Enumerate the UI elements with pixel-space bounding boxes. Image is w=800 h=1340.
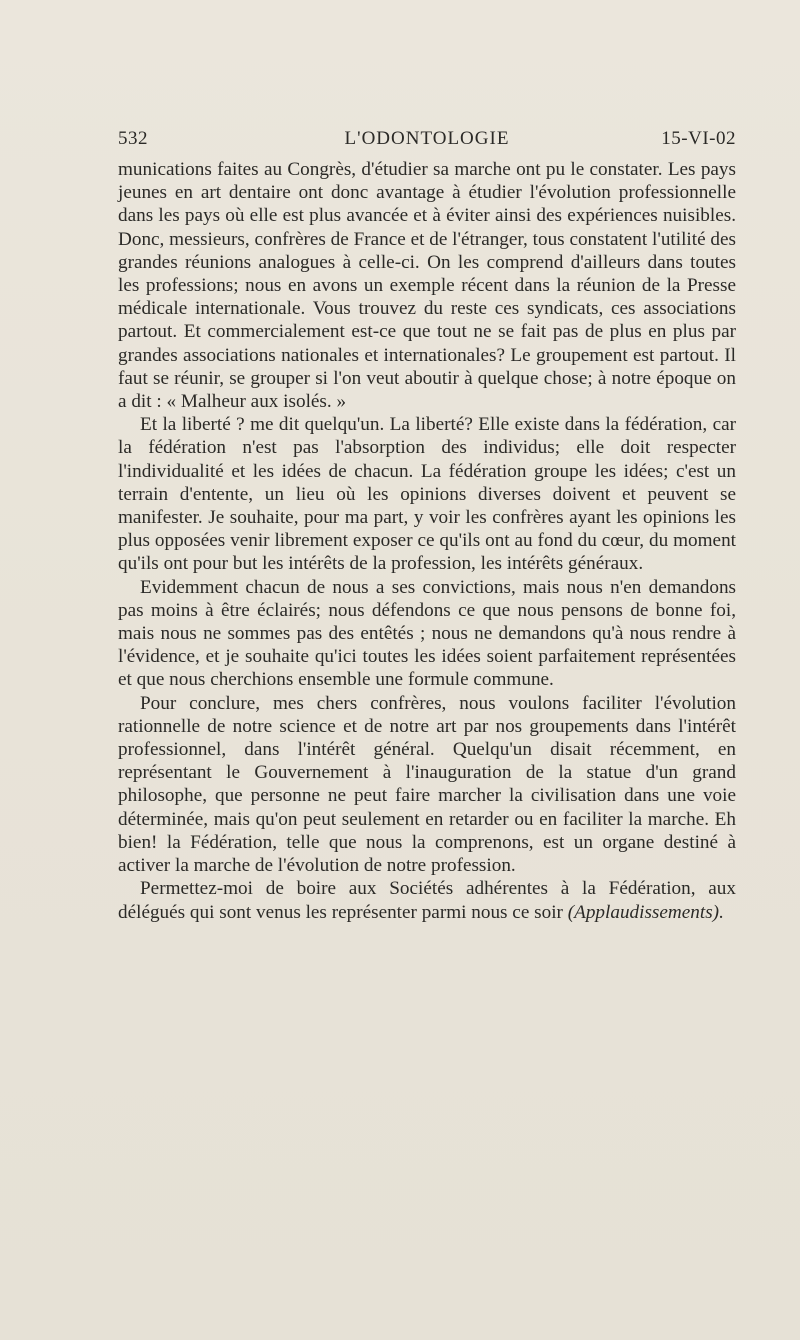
issue-date: 15-VI-02 (661, 128, 736, 149)
paragraph-4: Pour conclure, mes chers confrères, nous voulons faciliter l'évolution rationnelle de notre science et de notre art par nos groupements dans l'intérêt professionnel, dans l'intérêt général. Quelqu'un disait récemment, en représentant le Gouvernement à l'inauguration de la statue d'un grand philosophe, que personne ne peut faire marcher la civilisation dans une voie déterminée, mais qu'on peut seulement en retarder ou en faciliter la marche. Eh bien! la Fédération, telle que nous la comprenons, est un organe destiné à activer la marche de l'évolution de notre profession. (118, 692, 736, 877)
paragraph-3: Evidemment chacun de nous a ses convictions, mais nous n'en demandons pas moins à être éclairés; nous défendons ce que nous pensons de bonne foi, mais nous ne sommes pas des entêtés ; nous ne demandons qu'à nous rendre à l'évidence, et je souhaite qu'ici toutes les idées soient parfaitement représentées et que nous cherchions ensemble une formule commune. (118, 576, 736, 691)
body-text (118, 158, 736, 924)
paragraph-1: munications faites au Congrès, d'étudier sa marche ont pu le constater. Les pays jeunes en art dentaire ont donc avantage à étudier l'évolution professionnelle dans les pays où elle est plus avancée et à éviter ainsi des expériences nuisibles. Donc, messieurs, confrères de France et de l'étranger, tous constatent l'utilité des grandes réunions analogues à celle-ci. On les comprend d'ailleurs dans toutes les professions; nous en avons un exemple récent dans la réunion de la Presse médicale internationale. Vous trouvez du reste ces syndicats, ces associations partout. Et commercialement est-ce que tout ne se fait pas de plus en plus par grandes associations nationales et internationales? Le groupement est partout. Il faut se réunir, se grouper si l'on veut aboutir à quelque chose; à notre époque on a dit : « Malheur aux isolés. » (118, 159, 736, 413)
running-head (118, 128, 736, 152)
paragraph-2: Et la liberté ? me dit quelqu'un. La liberté? Elle existe dans la fédération, car la fédération n'est pas l'absorption des individus; elle doit respecter l'individualité et les idées de chacun. La fédération groupe les idées; c'est un terrain d'entente, un lieu où les opinions diverses doivent et peuvent se manifester. Je souhaite, pour ma part, y voir les confrères ayant les opinions les plus opposées venir librement exposer ce qu'ils ont au fond du cœur, du moment qu'ils ont pour but les intérêts de la profession, les intérêts généraux. (118, 414, 736, 575)
journal-title: L'ODONTOLOGIE (344, 128, 510, 149)
applause-note: (Applaudissements). (567, 901, 724, 923)
paragraph-5 (118, 877, 736, 923)
page-number: 532 (118, 128, 148, 149)
paragraph-5-text: Permettez-moi de boire aux Sociétés adhérentes à la Fédération, aux délégués qui sont venus les représenter parmi nous ce soir (118, 878, 736, 923)
